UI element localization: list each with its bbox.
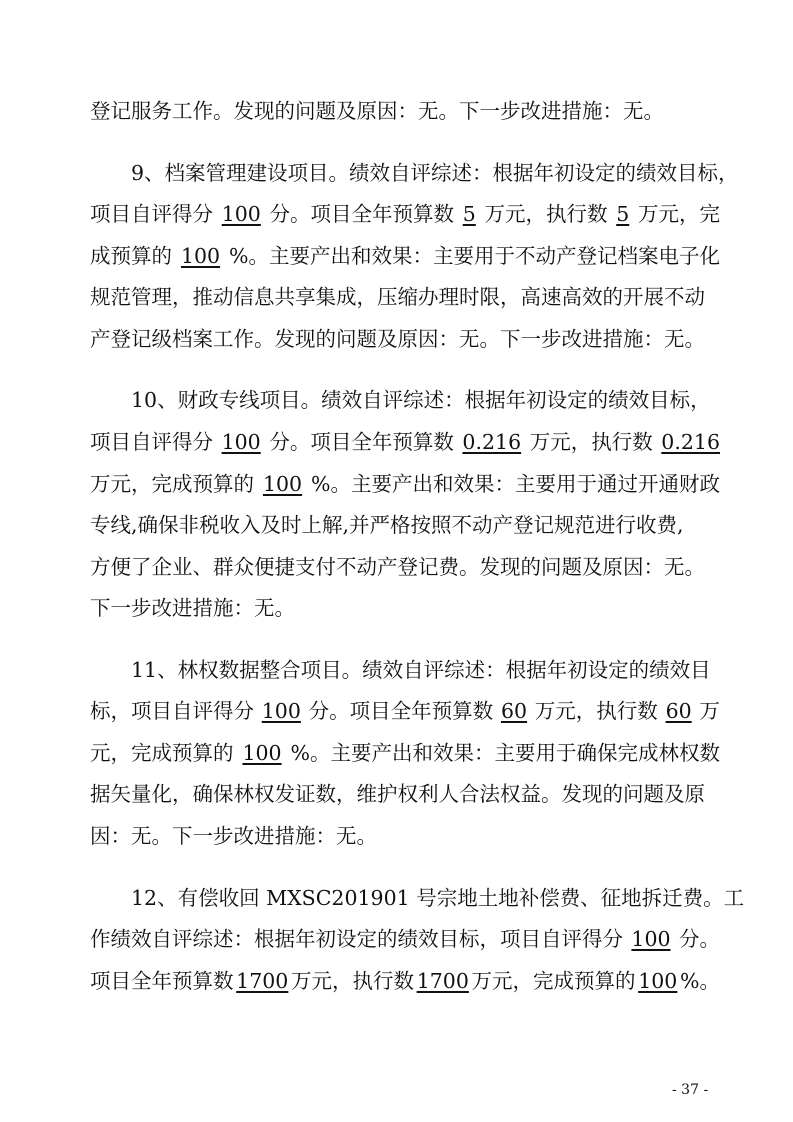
text-segment: %。主要产出和效果：主要用于不动产登记档案电子化 — [229, 244, 720, 268]
text-line — [90, 277, 720, 317]
underlined-value: 100 — [221, 430, 261, 454]
underlined-value: 100 — [261, 699, 301, 723]
text-line — [90, 91, 720, 131]
text-segment: 产登记级档案工作。发现的问题及原因：无。下一步改进措施：无。 — [90, 327, 705, 351]
text-line — [131, 878, 745, 918]
text-segment: 9、档案管理建设项目。绩效自评综述：根据年初设定的绩效目标， — [131, 161, 739, 185]
text-segment: 项目自评得分 — [90, 202, 213, 226]
text-segment: 万 — [699, 699, 720, 723]
text-segment: 分。 — [678, 927, 720, 951]
text-line — [90, 774, 720, 814]
text-line — [90, 547, 720, 587]
text-line — [90, 919, 720, 959]
underlined-value: 100 — [180, 244, 221, 268]
text-segment: 专线,确保非税收入及时上解,并严格按照不动产登记规范进行收费, — [90, 513, 684, 537]
underlined-value: 0.216 — [661, 430, 720, 454]
text-line — [90, 464, 720, 504]
text-segment: 据矢量化，确保林权发证数，维护权利人合法权益。发现的问题及原 — [90, 782, 705, 806]
underlined-value: 100 — [221, 202, 261, 226]
text-segment: 万元，执行数 — [291, 969, 415, 993]
text-segment: 元，完成预算的 — [90, 741, 234, 765]
text-segment: 11、林权数据整合项目。绩效自评综述：根据年初设定的绩效目 — [131, 658, 711, 682]
underlined-value: 0.216 — [462, 430, 522, 454]
page-number: - 37 - — [672, 1082, 709, 1098]
text-segment: %。主要产出和效果：主要用于通过开通财政 — [311, 472, 720, 496]
text-line — [131, 380, 720, 420]
text-segment: 因：无。下一步改进措施：无。 — [90, 824, 377, 848]
text-line — [90, 816, 720, 856]
underlined-value: 5 — [462, 202, 476, 226]
text-segment: 12、有偿收回 MXSC201901 号宗地土地补偿费、征地拆迁费。工 — [131, 886, 745, 910]
underlined-value: 1700 — [416, 969, 469, 993]
underlined-value: 100 — [638, 969, 678, 993]
underlined-value: 60 — [665, 699, 692, 723]
text-segment: 分。项目全年预算数 — [269, 430, 454, 454]
text-line — [90, 236, 720, 276]
text-line — [90, 422, 720, 462]
text-segment: 方便了企业、群众便捷支付不动产登记费。发现的问题及原因：无。 — [90, 555, 705, 579]
text-segment: 项目全年预算数 — [90, 969, 234, 993]
text-segment: %。主要产出和效果：主要用于确保完成林权数 — [290, 741, 720, 765]
text-line — [90, 194, 720, 234]
text-line — [131, 153, 739, 193]
text-line — [90, 505, 720, 545]
text-segment: 成预算的 — [90, 244, 172, 268]
text-segment: 万元，执行数 — [484, 202, 608, 226]
text-segment: 万元，完成预算的 — [471, 969, 636, 993]
text-segment: %。 — [680, 969, 720, 993]
text-segment: 万元，执行数 — [534, 699, 658, 723]
text-line — [90, 588, 720, 628]
text-segment: 标，项目自评得分 — [90, 699, 254, 723]
underlined-value: 1700 — [236, 969, 289, 993]
text-segment: 万元，执行数 — [529, 430, 653, 454]
underlined-value: 100 — [242, 741, 282, 765]
underlined-value: 100 — [631, 927, 671, 951]
text-line — [90, 733, 720, 773]
text-segment: 分。项目全年预算数 — [308, 699, 494, 723]
text-segment: 万元，完成预算的 — [90, 472, 254, 496]
text-line — [131, 650, 720, 690]
text-segment: 10、财政专线项目。绩效自评综述：根据年初设定的绩效目标， — [131, 388, 711, 412]
text-segment: 分。项目全年预算数 — [269, 202, 455, 226]
text-segment: 万元，完 — [637, 202, 720, 226]
text-segment: 登记服务工作。发现的问题及原因：无。下一步改进措施：无。 — [90, 99, 664, 123]
underlined-value: 5 — [616, 202, 630, 226]
text-segment: 规范管理，推动信息共享集成，压缩办理时限，高速高效的开展不动 — [90, 285, 705, 309]
text-line — [90, 961, 720, 1001]
text-segment: 作绩效自评综述：根据年初设定的绩效目标，项目自评得分 — [90, 927, 623, 951]
underlined-value: 100 — [262, 472, 303, 496]
text-line — [90, 319, 720, 359]
text-segment: 下一步改进措施：无。 — [90, 596, 295, 620]
text-line — [90, 691, 720, 731]
text-segment: 项目自评得分 — [90, 430, 213, 454]
underlined-value: 60 — [500, 699, 528, 723]
